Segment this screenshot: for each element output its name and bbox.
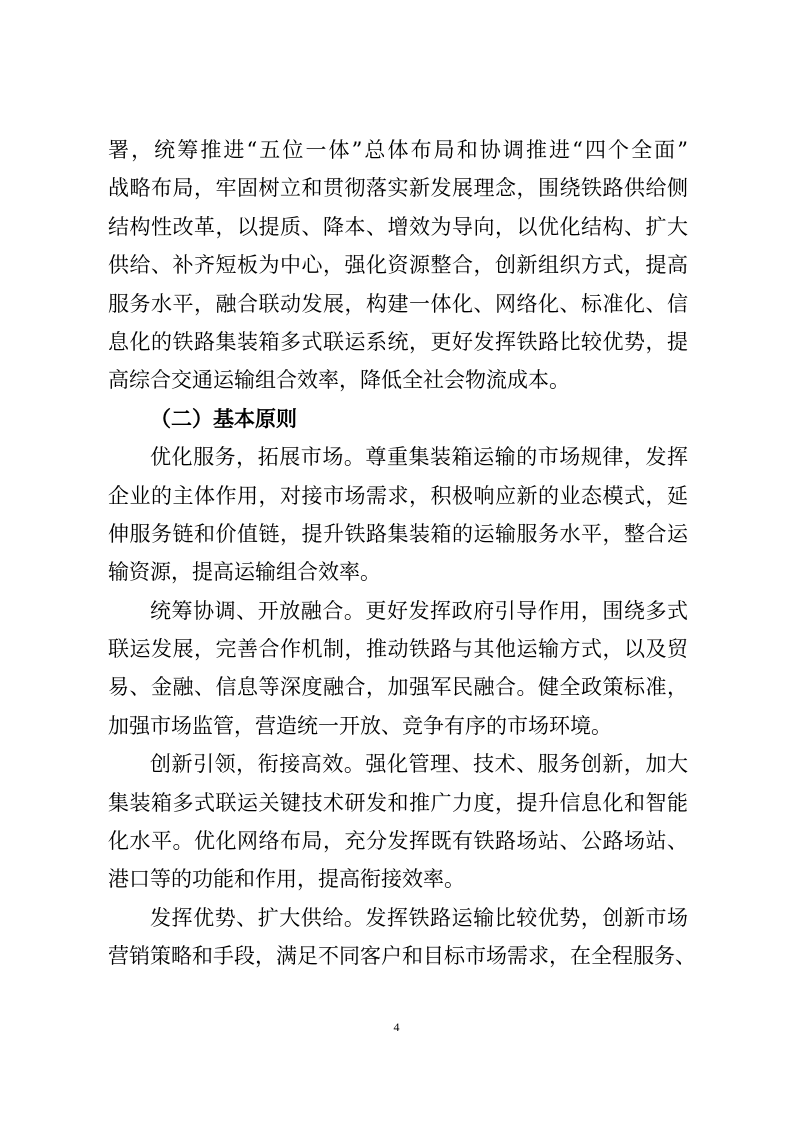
- text-line: 结构性改革，以提质、降本、增效为导向，以优化结构、扩大: [108, 214, 688, 239]
- principle-paragraph: [108, 899, 696, 976]
- text-line: 供给、补齐短板为中心，强化资源整合，创新组织方式，提高: [108, 253, 688, 278]
- principle-paragraph: [108, 438, 688, 592]
- principle-paragraph: [108, 592, 688, 746]
- text-line: 息化的铁路集装箱多式联运系统，更好发挥铁路比较优势，提: [108, 329, 688, 354]
- principle-text: 发挥铁路运输比较优势，创新市场: [365, 905, 689, 930]
- text-line: [108, 438, 688, 476]
- text-line: 战略布局，牢固树立和贯彻落实新发展理念，围绕铁路供给侧: [108, 176, 688, 201]
- section-heading: （二）基本原则: [150, 406, 297, 431]
- text-line: 伸服务链和价值链，提升铁路集装箱的运输服务水平，整合运: [108, 521, 688, 546]
- text-line: 化水平。优化网络布局，充分发挥既有铁路场站、公路场站、: [108, 829, 688, 854]
- text-line: 集装箱多式联运关键技术研发和推广力度，提升信息化和智能: [108, 790, 688, 815]
- text-line: [108, 745, 688, 783]
- principle-text: 强化管理、技术、服务创新，加大: [365, 752, 689, 777]
- text-line: 加强市场监管，营造统一开放、竞争有序的市场环境。: [108, 713, 612, 738]
- text-line: 港口等的功能和作用，提高衔接效率。: [108, 867, 465, 892]
- text-line: 联运发展，完善合作机制，推动铁路与其他运输方式，以及贸: [108, 637, 688, 662]
- body-text: [108, 131, 696, 976]
- text-line: 高综合交通运输组合效率，降低全社会物流成本。: [108, 368, 570, 393]
- principle-lead: 统筹协调、开放融合。: [150, 598, 366, 623]
- text-line: 输资源，提高运输组合效率。: [108, 560, 381, 585]
- text-line: 营销策略和手段，满足不同客户和目标市场需求，在全程服务、: [108, 944, 696, 969]
- text-line: 易、金融、信息等深度融合，加强军民融合。健全政策标准，: [108, 675, 688, 700]
- principle-text: 尊重集装箱运输的市场规律，发挥: [365, 445, 689, 470]
- text-line: [108, 592, 688, 630]
- text-line: 服务水平，融合联动发展，构建一体化、网络化、标准化、信: [108, 291, 688, 316]
- page-number: 4: [393, 1020, 400, 1034]
- principle-lead: 创新引领，衔接高效。: [150, 752, 366, 777]
- text-line: [108, 899, 688, 937]
- principle-lead: 优化服务，拓展市场。: [150, 445, 366, 470]
- principle-text: 更好发挥政府引导作用，围绕多式: [365, 598, 689, 623]
- text-line: 企业的主体作用，对接市场需求，积极响应新的业态模式，延: [108, 483, 688, 508]
- principle-paragraph: [108, 745, 688, 899]
- principle-lead: 发挥优势、扩大供给。: [150, 905, 366, 930]
- text-line: 署，统筹推进“五位一体”总体布局和协调推进“四个全面”: [108, 138, 688, 162]
- paragraph-intro: [108, 131, 688, 400]
